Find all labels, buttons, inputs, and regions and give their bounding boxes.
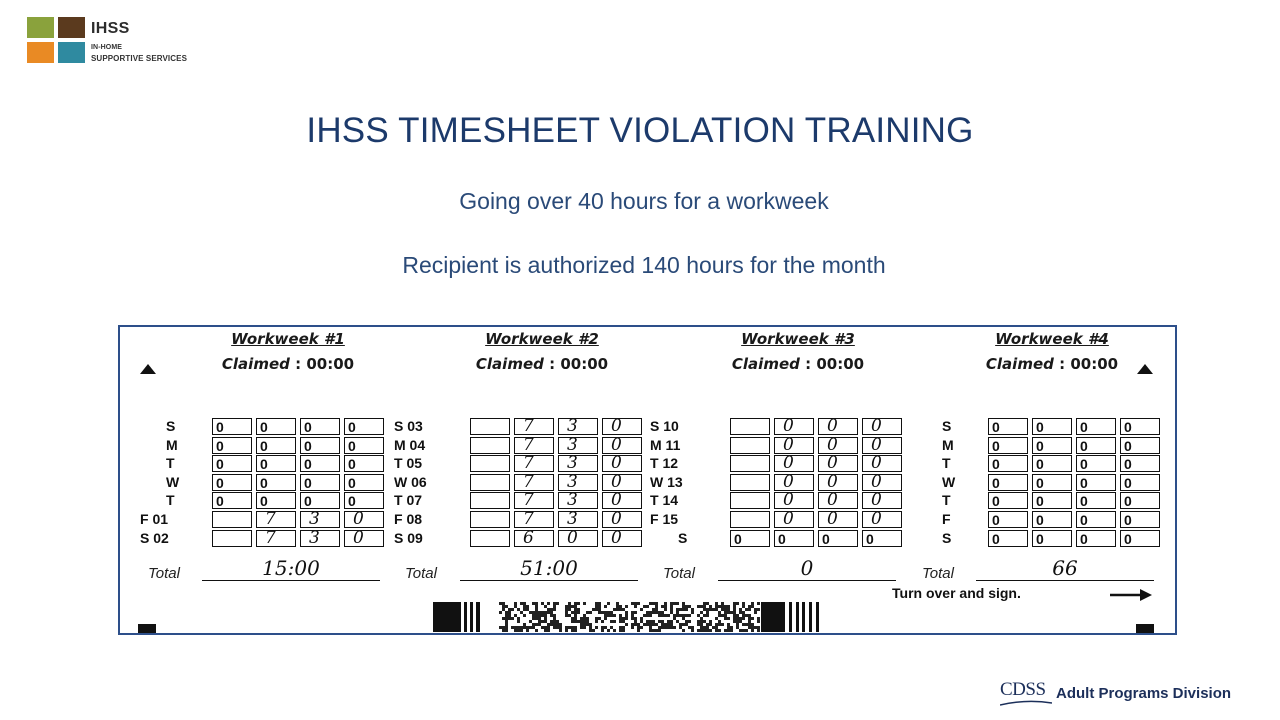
- hours-cell: [558, 511, 598, 528]
- hours-cell: [602, 434, 642, 455]
- total-underline: [976, 580, 1154, 581]
- hours-cell: [514, 511, 554, 528]
- hours-value: 0: [992, 437, 1000, 454]
- hours-cell: [470, 511, 510, 528]
- hours-value: 0: [304, 456, 312, 473]
- logo-line1: IN-HOME: [91, 44, 123, 51]
- hours-cell: [818, 511, 858, 528]
- hours-cell: [1076, 492, 1116, 509]
- hours-cell: [730, 437, 770, 454]
- logo-square-green: [27, 17, 54, 38]
- hours-cell: [602, 418, 642, 435]
- hours-cell: [212, 455, 252, 472]
- hours-cell: [1120, 455, 1160, 472]
- day-label: F: [942, 511, 951, 527]
- hours-value: 0: [783, 453, 794, 474]
- hours-cell: [300, 437, 340, 454]
- hours-value: 0: [992, 512, 1000, 528]
- logo-square-teal: [58, 42, 85, 63]
- hours-cell: [1120, 418, 1160, 435]
- hours-value: 7: [265, 509, 276, 529]
- hours-value: 0: [783, 509, 794, 529]
- total-underline: [202, 580, 380, 581]
- hours-cell: [988, 474, 1028, 491]
- hours-cell: [730, 418, 770, 435]
- hours-value: 0: [353, 509, 364, 529]
- hours-value: 0: [1080, 437, 1088, 454]
- hours-cell: [1032, 418, 1072, 435]
- hours-cell: [862, 492, 902, 509]
- hours-cell: [1120, 437, 1160, 454]
- hours-cell: [988, 530, 1028, 547]
- hours-value: 0: [304, 493, 312, 510]
- day-label: S 10: [650, 418, 679, 434]
- claimed-label: Claimed: [985, 355, 1054, 373]
- hours-cell: [212, 437, 252, 454]
- hours-cell: [558, 527, 598, 548]
- day-label: T: [942, 492, 951, 509]
- day-label: S: [942, 418, 952, 434]
- day-label: T: [166, 492, 175, 509]
- total-value: 66: [1052, 556, 1078, 580]
- hours-cell: [256, 474, 296, 491]
- hours-value: 0: [1124, 493, 1132, 510]
- hours-cell: [1076, 455, 1116, 472]
- hours-value: 0: [611, 416, 622, 436]
- hours-cell: [988, 511, 1028, 528]
- hours-cell: [1076, 530, 1116, 547]
- hours-value: 0: [871, 434, 882, 455]
- hours-cell: [344, 527, 384, 548]
- hours-cell: [1120, 492, 1160, 509]
- hours-value: 0: [611, 453, 622, 474]
- day-label: F 01: [140, 511, 169, 527]
- hours-value: 0: [216, 437, 224, 454]
- hours-value: 0: [1124, 437, 1132, 454]
- hours-cell: [1076, 474, 1116, 491]
- hours-value: 0: [866, 530, 874, 547]
- hours-cell: [774, 530, 814, 547]
- claimed-value: : 00:00: [289, 355, 355, 373]
- day-label: W 06: [394, 473, 427, 490]
- logo-line2: SUPPORTIVE SERVICES: [91, 54, 188, 63]
- registration-mark-left: [138, 624, 156, 633]
- hours-cell: [1032, 511, 1072, 528]
- hours-value: 0: [348, 493, 356, 510]
- day-label: M: [942, 436, 954, 453]
- hours-value: 0: [1124, 474, 1132, 491]
- hours-value: 0: [260, 419, 268, 435]
- day-label: W: [942, 473, 956, 490]
- hours-cell: [730, 474, 770, 491]
- hours-cell: [774, 434, 814, 455]
- day-label: M: [166, 436, 178, 453]
- claimed-hours: [168, 355, 408, 373]
- hours-cell: [988, 492, 1028, 509]
- arrow-right-icon: [1110, 588, 1152, 602]
- hours-value: 0: [611, 509, 622, 529]
- hours-cell: [818, 455, 858, 472]
- hours-cell: [1076, 511, 1116, 528]
- day-label: T 12: [650, 455, 679, 472]
- hours-value: 0: [1036, 530, 1044, 547]
- hours-value: 0: [992, 456, 1000, 473]
- hours-cell: [862, 471, 902, 492]
- hours-value: 0: [611, 434, 622, 455]
- day-label: M 04: [394, 436, 426, 453]
- hours-cell: [256, 527, 296, 548]
- claimed-value: : 00:00: [543, 355, 609, 373]
- claimed-label: Claimed: [475, 355, 544, 373]
- hours-cell: [514, 471, 554, 492]
- hours-cell: [1120, 474, 1160, 491]
- hours-cell: [470, 437, 510, 454]
- day-label: S 03: [394, 418, 423, 434]
- hours-cell: [256, 511, 296, 528]
- hours-value: 0: [783, 416, 794, 436]
- hours-value: 0: [348, 437, 356, 454]
- slide-subtitle-1: Going over 40 hours for a workweek: [459, 188, 829, 214]
- hours-cell: [774, 471, 814, 492]
- hours-cell: [514, 455, 554, 472]
- hours-cell: [818, 492, 858, 509]
- workweek-heading: Workweek #4: [995, 330, 1109, 348]
- cdss-footer: [1000, 679, 1260, 709]
- hours-cell: [344, 455, 384, 472]
- hours-cell: [862, 434, 902, 455]
- hours-value: 0: [567, 527, 578, 548]
- hours-value: 0: [260, 437, 268, 454]
- claimed-label: Claimed: [731, 355, 800, 373]
- hours-value: 0: [1036, 512, 1044, 528]
- hours-cell: [730, 455, 770, 472]
- turn-over-instruction: Turn over and sign.: [892, 585, 1021, 601]
- hours-value: 0: [992, 474, 1000, 491]
- hours-value: 0: [1124, 456, 1132, 473]
- hours-cell: [988, 418, 1028, 435]
- hours-value: 3: [567, 416, 578, 436]
- hours-value: 0: [1036, 493, 1044, 510]
- hours-cell: [212, 418, 252, 435]
- hours-value: 0: [827, 509, 838, 529]
- hours-value: 0: [783, 490, 794, 511]
- hours-cell: [558, 492, 598, 509]
- total-label: Total: [922, 565, 954, 582]
- hours-value: 3: [567, 509, 578, 529]
- day-label: F 08: [394, 511, 423, 527]
- hours-value: 3: [567, 471, 578, 492]
- day-label: T 07: [394, 492, 423, 509]
- barcode: [433, 602, 833, 632]
- hours-value: 0: [827, 434, 838, 455]
- hours-cell: [988, 437, 1028, 454]
- hours-cell: [558, 434, 598, 455]
- day-label: T 05: [394, 455, 423, 472]
- hours-value: 0: [348, 419, 356, 435]
- hours-cell: [212, 492, 252, 509]
- hours-cell: [1032, 455, 1072, 472]
- hours-value: 0: [353, 527, 364, 548]
- hours-cell: [514, 434, 554, 455]
- hours-cell: [300, 474, 340, 491]
- hours-cell: [988, 455, 1028, 472]
- day-label: M 11: [650, 436, 681, 453]
- hours-value: 0: [304, 474, 312, 491]
- hours-cell: [602, 527, 642, 548]
- hours-cell: [470, 455, 510, 472]
- hours-value: 7: [523, 490, 534, 511]
- hours-cell: [1032, 474, 1072, 491]
- hours-cell: [602, 511, 642, 528]
- hours-cell: [602, 492, 642, 509]
- hours-cell: [1032, 530, 1072, 547]
- total-value: 15:00: [262, 556, 320, 580]
- day-label: S: [166, 418, 176, 434]
- hours-value: 0: [611, 527, 622, 548]
- hours-value: 0: [260, 493, 268, 510]
- hours-value: 0: [611, 471, 622, 492]
- day-label: W: [166, 473, 180, 490]
- hours-cell: [212, 474, 252, 491]
- hours-cell: [344, 437, 384, 454]
- hours-value: 0: [992, 493, 1000, 510]
- total-value: 51:00: [520, 556, 578, 580]
- hours-cell: [256, 437, 296, 454]
- hours-cell: [1032, 437, 1072, 454]
- hours-value: 0: [260, 456, 268, 473]
- hours-cell: [602, 471, 642, 492]
- hours-value: 0: [1080, 419, 1088, 435]
- hours-value: 7: [523, 453, 534, 474]
- hours-value: 3: [567, 490, 578, 511]
- hours-value: 0: [992, 419, 1000, 435]
- total-label: Total: [405, 565, 437, 582]
- hours-value: 0: [1036, 419, 1044, 435]
- hours-value: 0: [822, 530, 830, 547]
- hours-cell: [818, 530, 858, 547]
- workweek-heading: Workweek #3: [741, 330, 855, 348]
- day-label: F 15: [650, 511, 679, 527]
- cdss-swoosh: [1000, 699, 1052, 707]
- timesheet-image: [118, 325, 1177, 635]
- hours-cell: [470, 492, 510, 509]
- hours-cell: [774, 455, 814, 472]
- hours-cell: [514, 418, 554, 435]
- cdss-logo: CDSS: [1000, 679, 1046, 700]
- hours-cell: [730, 530, 770, 547]
- day-label: S 09: [394, 529, 423, 546]
- hours-value: 0: [611, 490, 622, 511]
- hours-cell: [514, 527, 554, 548]
- hours-value: 0: [1080, 493, 1088, 510]
- hours-value: 0: [871, 453, 882, 474]
- hours-cell: [862, 511, 902, 528]
- claimed-value: : 00:00: [1053, 355, 1119, 373]
- hours-value: 0: [1124, 512, 1132, 528]
- hours-value: 0: [216, 456, 224, 473]
- hours-cell: [470, 474, 510, 491]
- hours-value: 0: [216, 493, 224, 510]
- hours-cell: [344, 492, 384, 509]
- hours-cell: [1076, 418, 1116, 435]
- day-label: W 13: [650, 473, 683, 490]
- total-underline: [460, 580, 638, 581]
- hours-value: 0: [1080, 512, 1088, 528]
- hours-value: 0: [304, 437, 312, 454]
- hours-cell: [1120, 511, 1160, 528]
- hours-cell: [774, 511, 814, 528]
- hours-cell: [256, 492, 296, 509]
- hours-value: 0: [827, 490, 838, 511]
- hours-cell: [862, 418, 902, 435]
- hours-value: 0: [216, 474, 224, 491]
- hours-value: 7: [523, 509, 534, 529]
- hours-cell: [730, 492, 770, 509]
- hours-value: 0: [827, 453, 838, 474]
- hours-value: 0: [304, 419, 312, 435]
- hours-value: 7: [523, 471, 534, 492]
- slide-title: IHSS TIMESHEET VIOLATION TRAINING: [306, 111, 974, 150]
- day-label: S: [678, 529, 688, 546]
- hours-cell: [558, 418, 598, 435]
- logo-square-orange: [27, 42, 54, 63]
- claimed-label: Claimed: [221, 355, 290, 373]
- hours-cell: [602, 455, 642, 472]
- hours-value: 0: [778, 530, 786, 547]
- hours-cell: [1076, 437, 1116, 454]
- hours-value: 7: [265, 527, 276, 548]
- hours-cell: [256, 455, 296, 472]
- hours-value: 3: [309, 509, 320, 529]
- day-label: S: [942, 529, 952, 546]
- hours-cell: [862, 455, 902, 472]
- hours-value: 3: [309, 527, 320, 548]
- hours-cell: [818, 418, 858, 435]
- hours-cell: [212, 511, 252, 528]
- hours-value: 0: [1124, 530, 1132, 547]
- hours-cell: [300, 492, 340, 509]
- hours-value: 0: [348, 474, 356, 491]
- hours-cell: [212, 530, 252, 547]
- hours-value: 0: [871, 416, 882, 436]
- registration-mark-right: [1136, 624, 1154, 633]
- triangle-up-left-icon: [140, 364, 156, 374]
- hours-value: 7: [523, 416, 534, 436]
- hours-cell: [730, 511, 770, 528]
- day-label: T: [942, 455, 951, 472]
- hours-value: 0: [783, 434, 794, 455]
- hours-value: 0: [1124, 419, 1132, 435]
- slide-subtitle-2: Recipient is authorized 140 hours for the month: [402, 252, 886, 278]
- total-label: Total: [663, 565, 695, 582]
- hours-value: 0: [348, 456, 356, 473]
- hours-value: 0: [260, 474, 268, 491]
- hours-cell: [300, 418, 340, 435]
- hours-cell: [344, 511, 384, 528]
- hours-cell: [1120, 530, 1160, 547]
- total-label: Total: [148, 565, 180, 582]
- hours-value: 0: [1036, 474, 1044, 491]
- division-name: Adult Programs Division: [1056, 685, 1232, 702]
- workweek-heading: Workweek #2: [485, 330, 599, 348]
- day-label: T: [166, 455, 175, 472]
- hours-cell: [514, 492, 554, 509]
- hours-cell: [862, 530, 902, 547]
- hours-value: 0: [827, 416, 838, 436]
- hours-cell: [256, 418, 296, 435]
- hours-cell: [344, 418, 384, 435]
- hours-value: 0: [216, 419, 224, 435]
- total-underline: [718, 580, 896, 581]
- total-value: 0: [800, 556, 814, 580]
- hours-cell: [1032, 492, 1072, 509]
- hours-cell: [300, 511, 340, 528]
- hours-value: 0: [1080, 530, 1088, 547]
- hours-value: 0: [1036, 456, 1044, 473]
- hours-cell: [774, 418, 814, 435]
- workweek-heading: Workweek #1: [231, 330, 345, 348]
- hours-value: 3: [567, 453, 578, 474]
- ihss-logo: [27, 17, 207, 67]
- hours-value: 3: [567, 434, 578, 455]
- hours-value: 0: [1036, 437, 1044, 454]
- hours-cell: [818, 434, 858, 455]
- day-label: T 14: [650, 492, 679, 509]
- day-label: S 02: [140, 529, 169, 546]
- hours-value: 0: [827, 471, 838, 492]
- hours-cell: [470, 530, 510, 547]
- hours-value: 7: [523, 434, 534, 455]
- logo-brand: IHSS: [91, 20, 130, 37]
- hours-value: 0: [1080, 474, 1088, 491]
- claimed-hours: [678, 355, 918, 373]
- hours-value: 6: [523, 527, 534, 548]
- hours-value: 0: [734, 530, 742, 547]
- hours-cell: [558, 471, 598, 492]
- hours-cell: [344, 474, 384, 491]
- claimed-hours: [932, 355, 1172, 373]
- hours-cell: [470, 418, 510, 435]
- hours-cell: [818, 471, 858, 492]
- hours-cell: [558, 455, 598, 472]
- claimed-value: : 00:00: [799, 355, 865, 373]
- hours-cell: [774, 492, 814, 509]
- hours-value: 0: [871, 490, 882, 511]
- hours-value: 0: [871, 471, 882, 492]
- hours-value: 0: [1080, 456, 1088, 473]
- hours-cell: [300, 455, 340, 472]
- logo-square-brown: [58, 17, 85, 38]
- hours-cell: [300, 527, 340, 548]
- hours-value: 0: [783, 471, 794, 492]
- hours-value: 0: [871, 509, 882, 529]
- hours-value: 0: [992, 530, 1000, 547]
- claimed-hours: [422, 355, 662, 373]
